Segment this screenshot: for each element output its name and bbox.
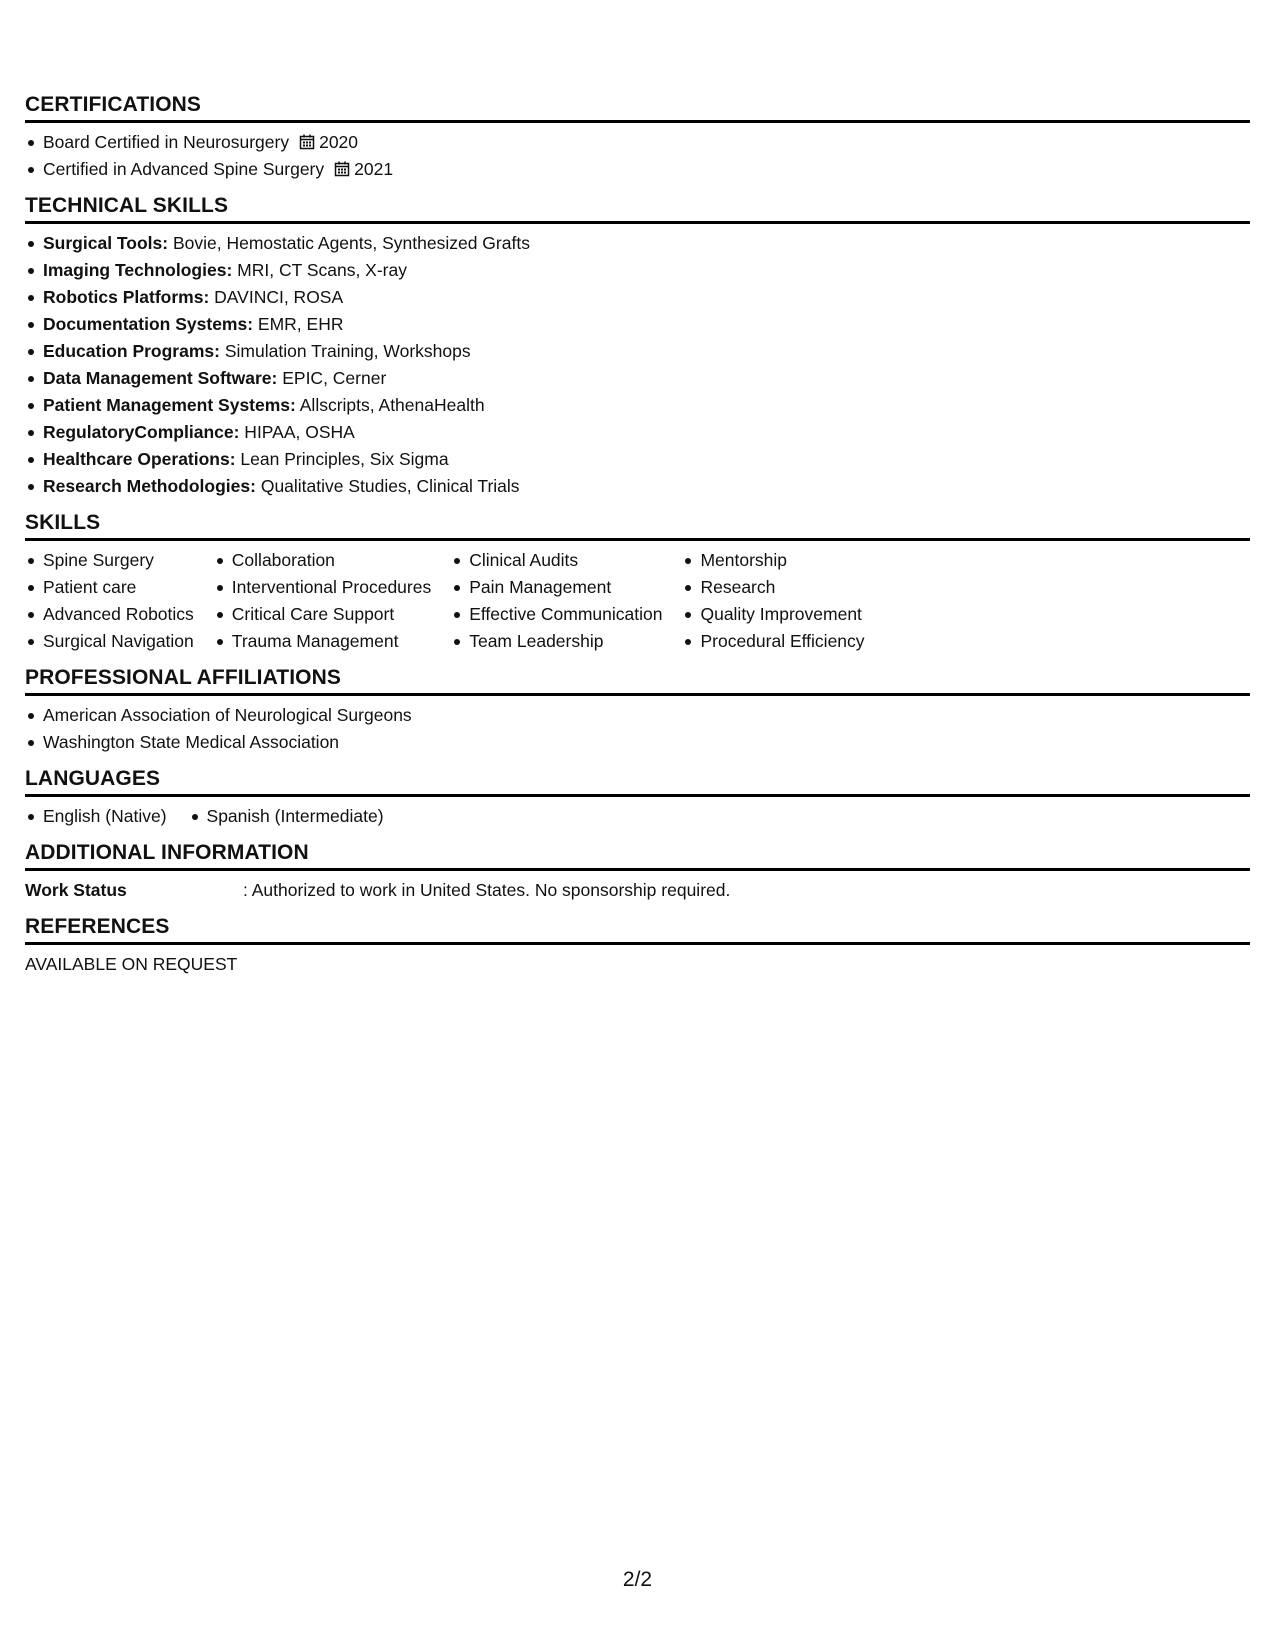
technical-skill-value: MRI, CT Scans, X-ray — [232, 260, 407, 280]
technical-skills-list — [25, 230, 1250, 500]
technical-skill-value: Lean Principles, Six Sigma — [235, 449, 449, 469]
technical-skill-item — [25, 446, 1250, 473]
skills-column — [25, 547, 194, 655]
section-divider — [25, 221, 1250, 224]
section-divider — [25, 868, 1250, 871]
technical-skill-item — [25, 473, 1250, 500]
technical-skill-item — [25, 230, 1250, 257]
technical-skill-item — [25, 365, 1250, 392]
skills-column — [451, 547, 662, 655]
languages-row — [25, 803, 1250, 830]
work-status-value: : Authorized to work in United States. No sponsorship required. — [243, 880, 731, 900]
certification-year: 2020 — [319, 132, 359, 152]
technical-skill-label: Imaging Technologies: — [43, 260, 233, 280]
technical-skill-value: Qualitative Studies, Clinical Trials — [255, 476, 520, 496]
certification-name: Board Certified in Neurosurgery — [43, 132, 290, 152]
skill-item: Procedural Efficiency — [682, 628, 864, 655]
section-title-technical-skills: TECHNICAL SKILLS — [25, 194, 229, 217]
skills-column — [214, 547, 431, 655]
technical-skill-item — [25, 284, 1250, 311]
languages-list — [25, 803, 189, 830]
languages-list — [189, 803, 406, 830]
technical-skill-label: Patient Management Systems: — [43, 395, 296, 415]
technical-skill-item — [25, 338, 1250, 365]
technical-skill-value: EPIC, Cerner — [277, 368, 387, 388]
skills-section — [25, 510, 1250, 655]
technical-skill-label: Research Methodologies: — [43, 476, 256, 496]
skill-item: Research — [682, 574, 864, 601]
technical-skill-value: HIPAA, OSHA — [239, 422, 355, 442]
language-item: English (Native) — [25, 803, 167, 830]
technical-skill-value: EMR, EHR — [253, 314, 344, 334]
section-title-skills: SKILLS — [25, 511, 101, 534]
section-title-affiliations: PROFESSIONAL AFFILIATIONS — [25, 666, 341, 689]
skill-item: Critical Care Support — [214, 601, 431, 628]
technical-skill-label: Surgical Tools: — [43, 233, 169, 253]
technical-skill-label: Data Management Software: — [43, 368, 278, 388]
certification-year: 2021 — [354, 159, 394, 179]
technical-skill-item — [25, 392, 1250, 419]
technical-skill-label: RegulatoryCompliance: — [43, 422, 240, 442]
language-item: Spanish (Intermediate) — [189, 803, 384, 830]
section-divider — [25, 942, 1250, 945]
technical-skill-value: Simulation Training, Workshops — [219, 341, 471, 361]
certifications-section — [25, 92, 1250, 183]
technical-skill-item — [25, 419, 1250, 446]
resume-page — [25, 92, 1250, 988]
certification-item — [25, 129, 1250, 156]
calendar-icon — [299, 134, 315, 150]
technical-skill-value: Allscripts, AthenaHealth — [295, 395, 485, 415]
technical-skill-label: Healthcare Operations: — [43, 449, 236, 469]
additional-info-section — [25, 840, 1250, 904]
section-divider — [25, 538, 1250, 541]
skill-item: Patient care — [25, 574, 194, 601]
skill-item: Interventional Procedures — [214, 574, 431, 601]
technical-skill-item — [25, 257, 1250, 284]
skills-column — [682, 547, 864, 655]
skill-item: Spine Surgery — [25, 547, 194, 574]
technical-skill-value: Bovie, Hemostatic Agents, Synthesized Grafts — [168, 233, 530, 253]
affiliation-item: American Association of Neurological Surgeons — [25, 702, 1250, 729]
skill-item: Clinical Audits — [451, 547, 662, 574]
certification-name: Certified in Advanced Spine Surgery — [43, 159, 325, 179]
skill-item: Surgical Navigation — [25, 628, 194, 655]
skill-item: Quality Improvement — [682, 601, 864, 628]
skill-item: Advanced Robotics — [25, 601, 194, 628]
technical-skill-label: Education Programs: — [43, 341, 220, 361]
section-divider — [25, 120, 1250, 123]
page-number: 2/2 — [622, 1568, 653, 1591]
skill-item: Effective Communication — [451, 601, 662, 628]
affiliations-list — [25, 702, 1250, 756]
section-divider — [25, 693, 1250, 696]
section-title-references: REFERENCES — [25, 915, 170, 938]
section-title-certifications: CERTIFICATIONS — [25, 93, 202, 116]
work-status-label: Work Status — [25, 880, 127, 900]
technical-skill-value: DAVINCI, ROSA — [209, 287, 344, 307]
affiliations-section — [25, 665, 1250, 756]
technical-skill-item — [25, 311, 1250, 338]
skill-item: Trauma Management — [214, 628, 431, 655]
certification-item — [25, 156, 1250, 183]
references-text: AVAILABLE ON REQUEST — [25, 954, 238, 974]
technical-skill-label: Robotics Platforms: — [43, 287, 210, 307]
section-title-languages: LANGUAGES — [25, 767, 161, 790]
certifications-list — [25, 129, 1250, 183]
affiliation-item: Washington State Medical Association — [25, 729, 1250, 756]
work-status-row — [25, 877, 1250, 904]
calendar-icon — [334, 161, 350, 177]
skills-grid — [25, 547, 1250, 655]
languages-section — [25, 766, 1250, 830]
section-divider — [25, 794, 1250, 797]
technical-skill-label: Documentation Systems: — [43, 314, 254, 334]
skill-item: Team Leadership — [451, 628, 662, 655]
skill-item: Collaboration — [214, 547, 431, 574]
section-title-additional-info: ADDITIONAL INFORMATION — [25, 841, 309, 864]
skill-item: Mentorship — [682, 547, 864, 574]
technical-skills-section — [25, 193, 1250, 500]
references-section — [25, 914, 1250, 978]
skill-item: Pain Management — [451, 574, 662, 601]
